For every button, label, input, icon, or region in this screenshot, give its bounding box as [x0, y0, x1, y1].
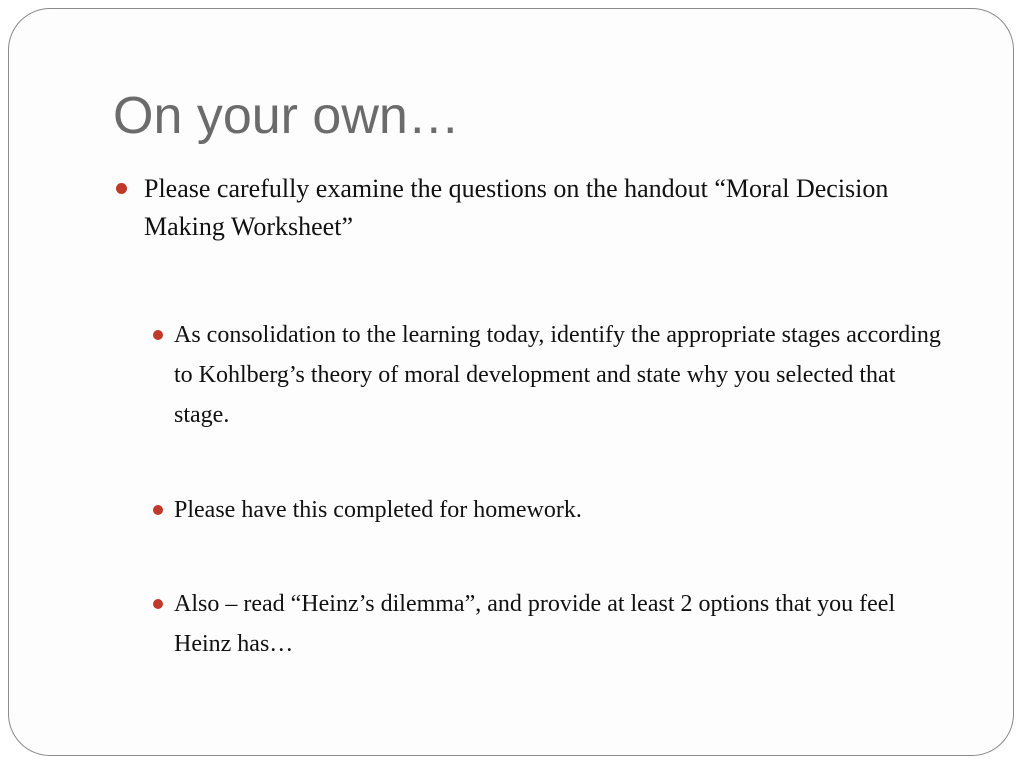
bullet-consolidation	[150, 315, 950, 435]
bullet-homework	[150, 490, 950, 530]
bullet-consolidation-text: As consolidation to the learning today, identify the appropriate stages according to Kohlberg’s theory of moral development and state why you selected that stage.	[174, 322, 941, 428]
bullet-heinz-text: Also – read “Heinz’s dilemma”, and provide at least 2 options that you feel Heinz has…	[174, 591, 896, 657]
slide-title: On your own…	[113, 87, 460, 145]
bullet-main	[113, 170, 973, 246]
bullet-dot-icon	[153, 505, 163, 515]
bullet-main-text: Please carefully examine the questions on the handout “Moral Decision Making Worksheet”	[144, 174, 889, 241]
bullet-dot-icon	[153, 599, 163, 609]
bullet-dot-icon	[116, 183, 127, 194]
bullet-heinz	[150, 584, 950, 664]
bullet-homework-text: Please have this completed for homework.	[174, 497, 582, 523]
bullet-dot-icon	[153, 330, 163, 340]
